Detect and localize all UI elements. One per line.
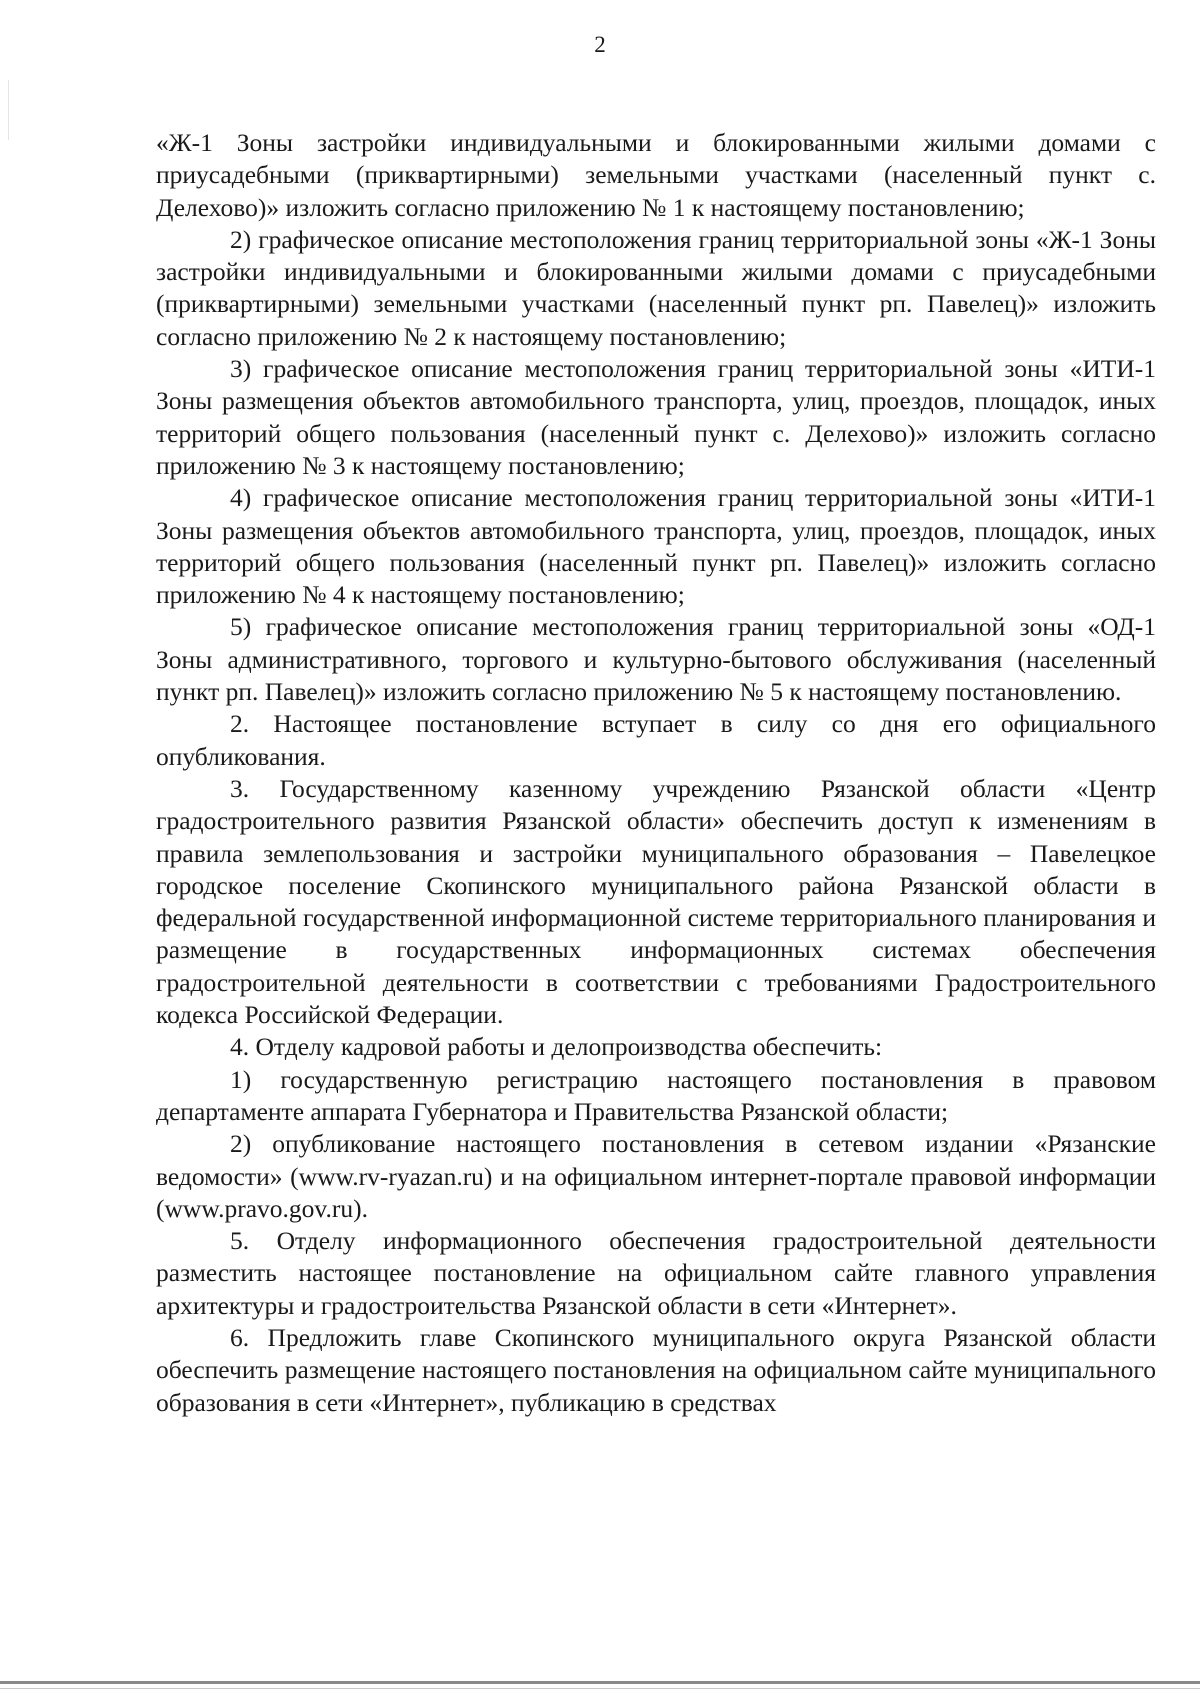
- paragraph-clause-4-hr-department: 4. Отделу кадровой работы и делопроизводства обеспечить:: [230, 1032, 883, 1062]
- scan-bottom-border: [0, 1681, 1200, 1684]
- paragraph-clause-5-info-department: 5. Отделу информационного обеспечения градостроительной деятельности разместить настоящее постановление на официальном сайте главного управления архитектуры и градостроительства Рязанской области в сети «Интернет».: [156, 1226, 1156, 1320]
- paragraph-item-3-iti1-delehovo: 3) графическое описание местоположения границ территориальной зоны «ИТИ-1 Зоны размещения объектов автомобильного транспорта, улиц, проездов, площадок, иных территорий общего пользования (населенный пункт с. Делехово)» изложить согласно приложению № 3 к настоящему постановлению;: [156, 354, 1156, 480]
- paragraph-clause-6-skopin-district: 6. Предложить главе Скопинского муниципального округа Рязанской области обеспечить размещение настоящего постановления на официальном сайте муниципального образования в сети «Интернет», публикацию в средствах: [156, 1322, 1156, 1417]
- paragraph-zone-zh1-delehovo: «Ж-1 Зоны застройки индивидуальными и блокированными жилыми домами с приусадебными (приквартирными) земельными участками (населенный пункт с. Делехово)» изложить согласно приложению № 1 к настоящему постановлению;: [156, 128, 1156, 222]
- paragraph-clause-2-effective-date: 2. Настоящее постановление вступает в силу со дня его официального опубликования.: [156, 709, 1156, 771]
- paragraph-item-4-iti1-pavelets: 4) графическое описание местоположения границ территориальной зоны «ИТИ-1 Зоны размещения объектов автомобильного транспорта, улиц, проездов, площадок, иных территорий общего пользования (населенный пункт рп. Павелец)» изложить согласно приложению № 4 к настоящему постановлению;: [156, 483, 1156, 610]
- scan-edge-mark: [8, 80, 9, 140]
- page-number: 2: [594, 32, 606, 57]
- paragraph-clause-4-item-2-publication: 2) опубликование настоящего постановления в сетевом издании «Рязанские ведомости» (www.rv-ryazan.ru) и на официальном интернет-портале правовой информации (www.pravo.gov.ru).: [156, 1129, 1156, 1223]
- paragraph-clause-4-item-1-registration: 1) государственную регистрацию настоящего постановления в правовом департаменте аппарата Губернатора и Правительства Рязанской области;: [156, 1064, 1156, 1126]
- paragraph-clause-3-access: 3. Государственному казенному учреждению Рязанской области «Центр градостроительного развития Рязанской области» обеспечить доступ к изменениям в правила землепользования и застройки муниципального образования – Павелецкое городское поселение Скопинского муниципального района Рязанской области в федеральной государственной информационной системе территориального планирования и размещение в государственных информационных системах обеспечения градостроительной деятельности в соответствии с требованиями Градостроительного кодекса Российской Федерации.: [156, 773, 1156, 1030]
- scan-bottom-border-secondary: [0, 1688, 1200, 1689]
- document-body: [156, 127, 1156, 1419]
- paragraph-item-2-zh1-pavelets: 2) графическое описание местоположения границ территориальной зоны «Ж-1 Зоны застройки индивидуальными и блокированными жилыми домами с приусадебными (приквартирными) земельными участками (населенный пункт рп. Павелец)» изложить согласно приложению № 2 к настоящему постановлению;: [156, 224, 1156, 351]
- paragraph-item-5-od1-pavelets: 5) графическое описание местоположения границ территориальной зоны «ОД-1 Зоны административного, торгового и культурно-бытового обслуживания (населенный пункт рп. Павелец)» изложить согласно приложению № 5 к настоящему постановлению.: [156, 612, 1156, 707]
